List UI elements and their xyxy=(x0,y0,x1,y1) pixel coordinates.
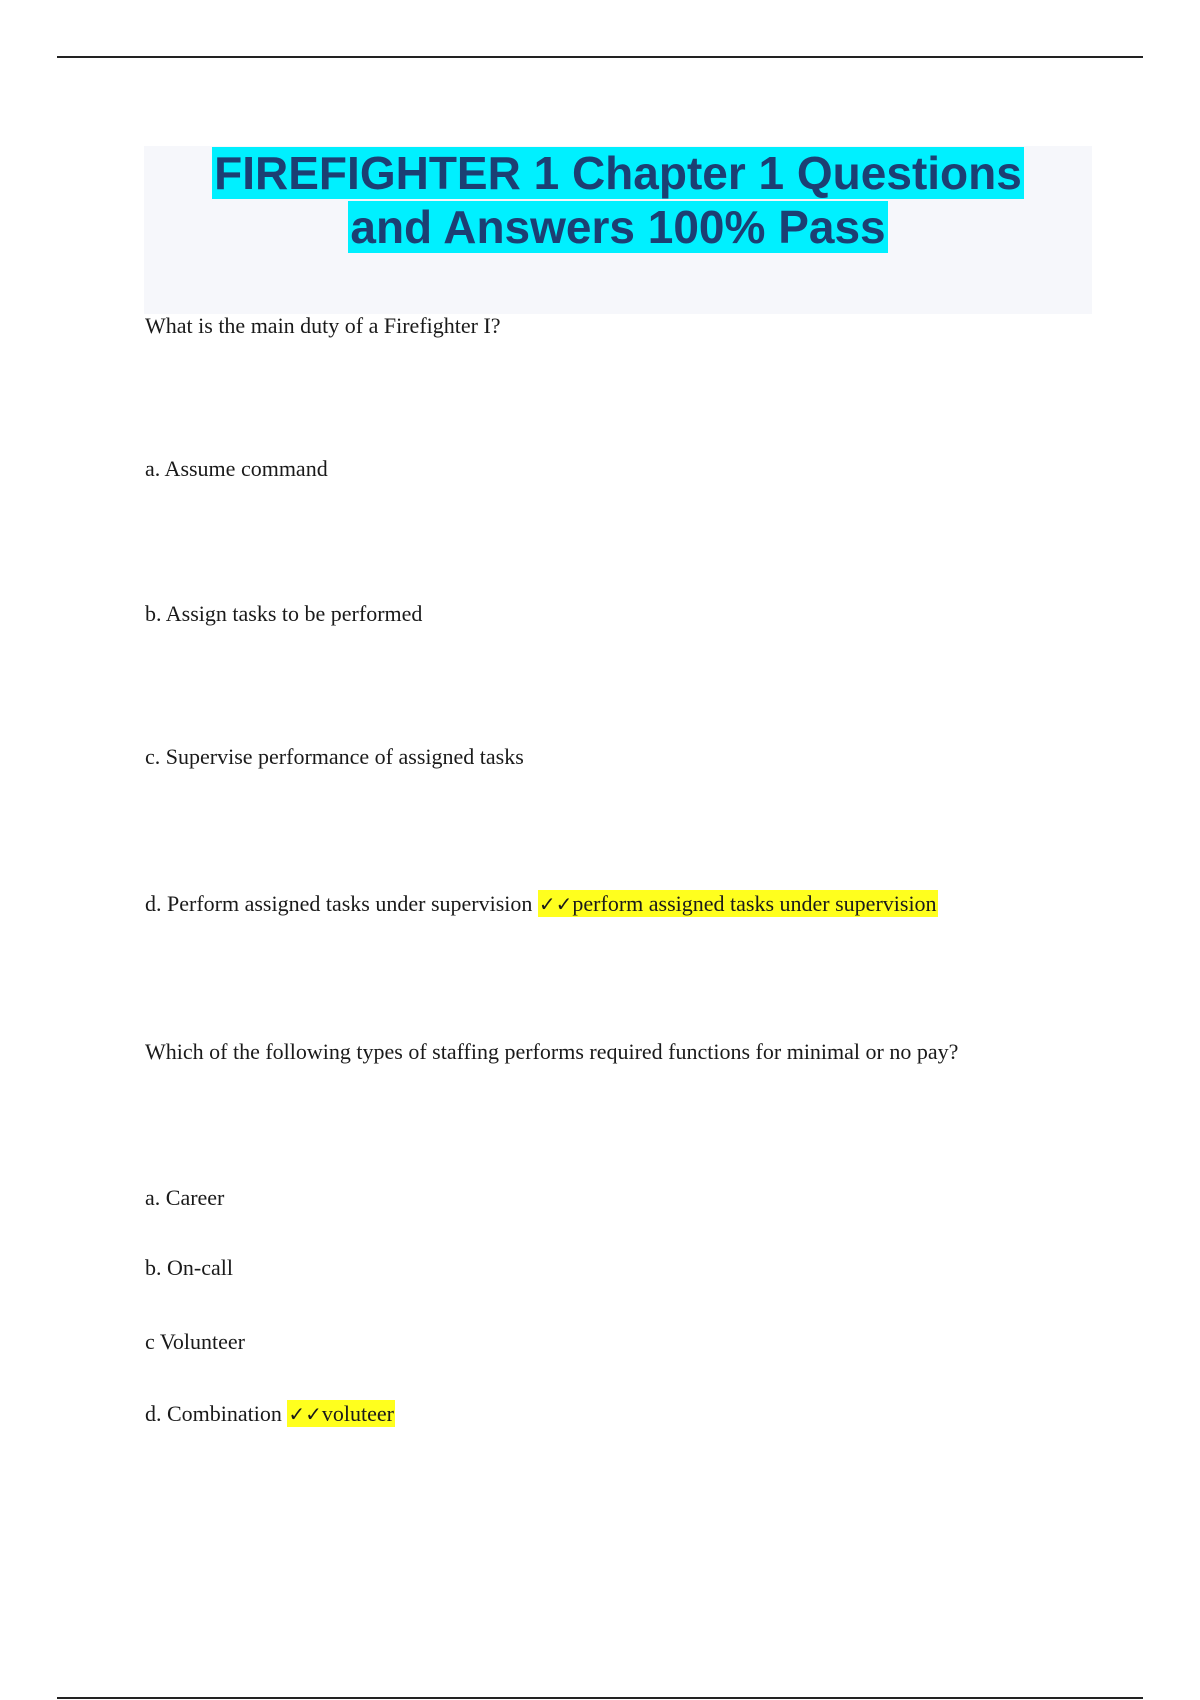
question-2-option-d-row xyxy=(145,1400,395,1428)
question-2-answer: voluteer xyxy=(321,1401,394,1426)
header-rule xyxy=(57,56,1143,58)
question-1-option-c: c. Supervise performance of assigned tasks xyxy=(145,744,524,769)
question-2-option-c: c Volunteer xyxy=(145,1329,245,1354)
question-2-option-d: d. Combination xyxy=(145,1401,282,1426)
footer-rule xyxy=(57,1697,1143,1699)
title-block xyxy=(144,146,1092,314)
question-1-option-d-row xyxy=(145,890,938,918)
question-2-text: Which of the following types of staffing performs required functions for minimal or no pay? xyxy=(145,1039,959,1064)
question-1-option-d: d. Perform assigned tasks under supervision xyxy=(145,891,533,916)
question-1-option-a: a. Assume command xyxy=(145,456,328,481)
question-1-text: What is the main duty of a Firefighter I? xyxy=(145,313,501,338)
question-2-option-b: b. On-call xyxy=(145,1255,233,1280)
question-1-answer: perform assigned tasks under supervision xyxy=(572,891,937,916)
question-2-option-a: a. Career xyxy=(145,1185,225,1210)
document-title xyxy=(144,146,1092,254)
question-1-answer-highlight xyxy=(538,890,938,917)
question-2-answer-highlight xyxy=(287,1400,395,1427)
title-line-2: and Answers 100% Pass xyxy=(350,201,886,253)
double-check-icon: ✓✓ xyxy=(288,1402,322,1426)
question-1-option-b: b. Assign tasks to be performed xyxy=(145,601,423,626)
title-line-1: FIREFIGHTER 1 Chapter 1 Questions xyxy=(214,147,1022,199)
double-check-icon: ✓✓ xyxy=(538,892,573,916)
